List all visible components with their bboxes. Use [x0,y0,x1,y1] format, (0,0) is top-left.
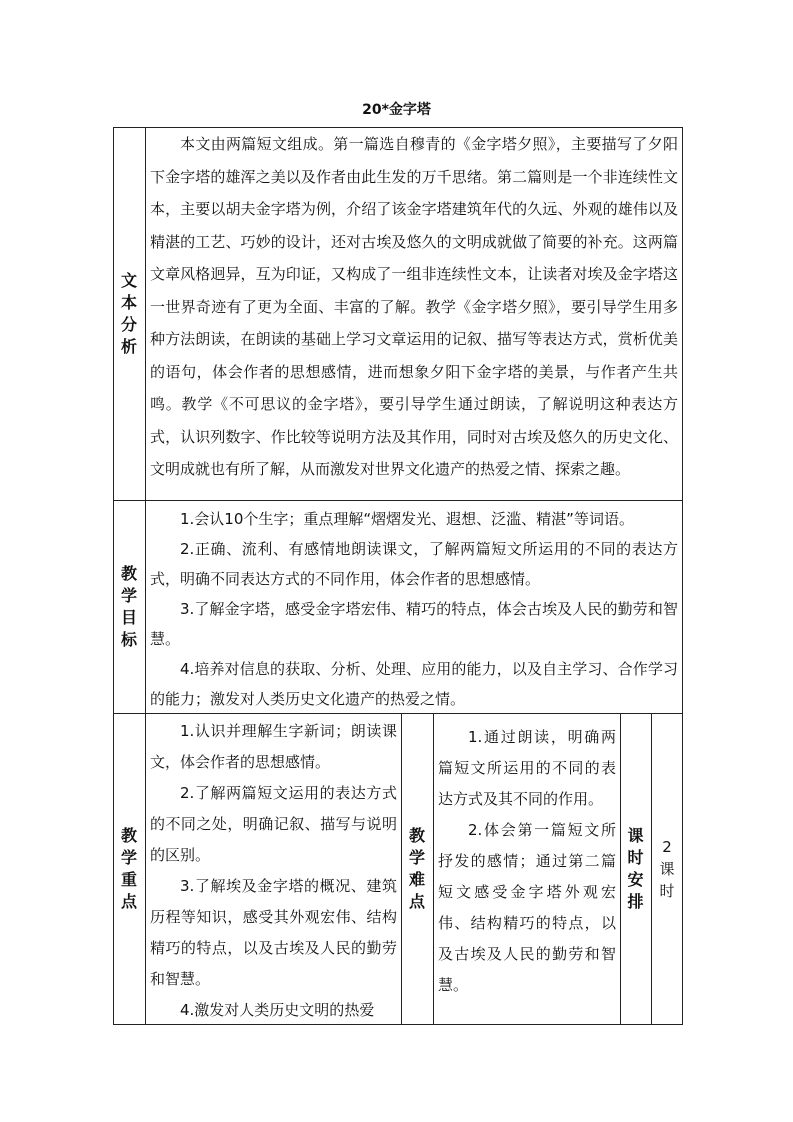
difficulty-item: 1.通过朗读，明确两篇短文所运用的不同的表达方式及其不同的作用。 [438,728,616,808]
key-point-item: 2.了解两篇短文运用的表达方式的不同之处，明确记叙、描写与说明的区别。 [150,784,397,864]
schedule-label: 课时安排 [627,826,644,911]
label-column-divider [145,127,146,1025]
key-point-item: 1.认识并理解生字新词；朗读课文，体会作者的思想感情。 [150,722,397,771]
difficulty-item: 2.体会第一篇短文所抒发的感情；通过第二篇短文感受金字塔外观宏伟、结构精巧的特点，以及古埃及人民的勤劳和智慧。 [438,821,616,994]
analysis-content [150,128,678,500]
column-divider [433,713,434,1025]
difficulties-label: 教学难点 [408,826,425,911]
key-points-content [150,716,397,1024]
goals-content [150,504,678,713]
page-title: 20*金字塔 [362,102,431,118]
analysis-label: 文本分析 [120,270,137,356]
goal-item: 3.了解金字塔，感受金字塔宏伟、精巧的特点，体会古埃及人民的勤劳和智慧。 [150,600,678,648]
goal-item: 4.培养对信息的获取、分析、处理、应用的能力，以及自主学习、合作学习的能力；激发对人类历史文化遗产的热爱之情。 [150,660,678,708]
key-point-item: 3.了解埃及金字塔的概况、建筑历程等知识，感受其外观宏伟、结构精巧的特点，以及古埃及人民的勤劳和智慧。 [150,877,397,988]
goals-label: 教学目标 [120,563,137,649]
row-divider [113,500,683,501]
key-point-item: 4.激发对人类历史文明的热爱 [180,1001,375,1019]
analysis-text: 本文由两篇短文组成。第一篇选自穆青的《金字塔夕照》，主要描写了夕阳下金字塔的雄浑之美以及作者由此生发的万千思绪。第二篇则是一个非连续性文本，主要以胡夫金字塔为例，介绍了该金字塔建筑年代的久远、外观的雄伟以及精湛的工艺、巧妙的设计，还对古埃及悠久的文明成就做了简要的补充。这两篇文章风格迥异，互为印证，又构成了一组非连续性文本，让读者对埃及金字塔这一世界奇迹有了更为全面、丰富的了解。教学《金字塔夕照》，要引导学生用多种方法朗读，在朗读的基础上学习文章运用的记叙、描写等表达方式，赏析优美的语句，体会作者的思想感情，进而想象夕阳下金字塔的美景，与作者产生共鸣。教学《不可思议的金字塔》，要引导学生通过朗读，了解说明这种表达方式，认识列数字、作比较等说明方法及其作用，同时对古埃及悠久的历史文化、文明成就也有所了解，从而激发对世界文化遗产的热爱之情、探索之趣。 [150,135,678,478]
schedule-value: 2课时 [659,838,675,900]
goal-item: 1.会认10个生字；重点理解“熠熠发光、遐想、泛滥、精湛”等词语。 [180,510,634,528]
difficulties-content [438,722,616,1022]
goal-item: 2.正确、流利、有感情地朗读课文，了解两篇短文所运用的不同的表达方式，明确不同表达方式的不同作用，体会作者的思想感情。 [150,540,678,588]
key-points-label: 教学重点 [120,826,137,911]
